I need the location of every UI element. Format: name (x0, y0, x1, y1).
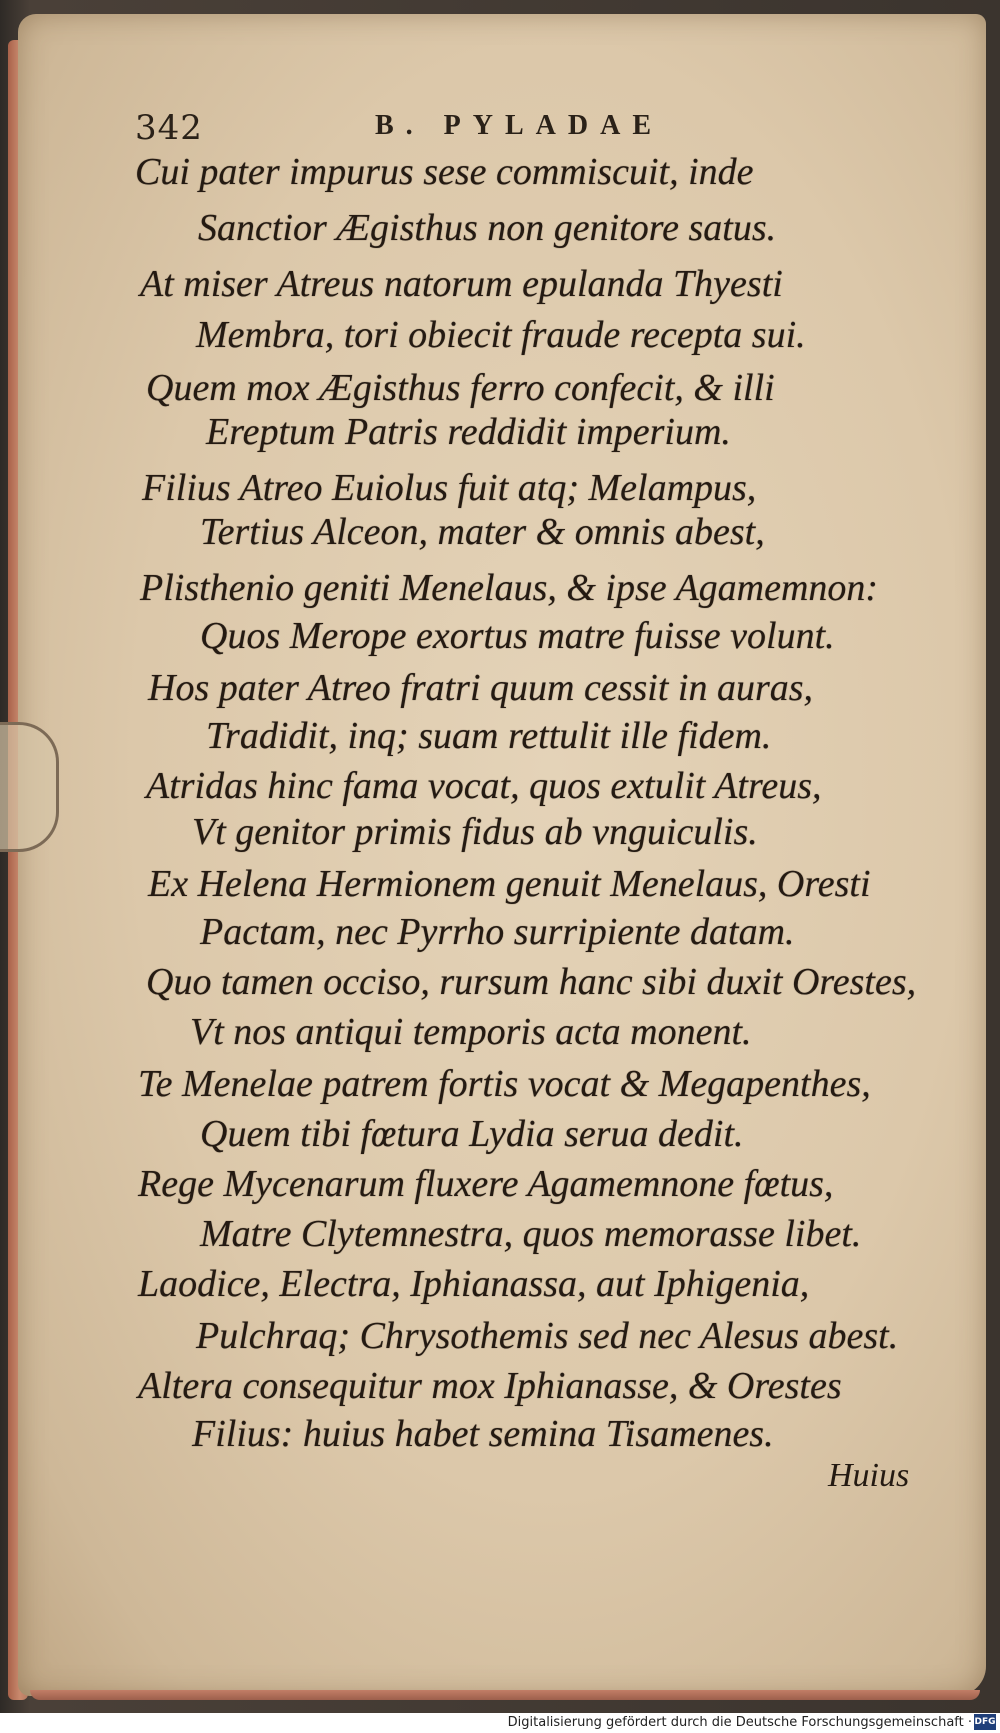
verse-line: Vt genitor primis fidus ab vnguiculis. (192, 811, 758, 853)
page-number: 342 (135, 108, 203, 148)
dfg-logo-icon: DFG (974, 1714, 996, 1730)
verse-line: Hos pater Atreo fratri quum cessit in auras, (148, 667, 814, 709)
verse-line: Sanctior Ægisthus non genitore satus. (198, 207, 777, 249)
verse-line: Pactam, nec Pyrrho surripiente datam. (200, 911, 795, 953)
catchword: Huius (828, 1457, 910, 1494)
verse-line: Tertius Alceon, mater & omnis abest, (200, 511, 765, 553)
verse-line: Membra, tori obiecit fraude recepta sui. (196, 314, 806, 356)
verse-line: Rege Mycenarum fluxere Agamemnone fœtus, (138, 1163, 834, 1205)
verse-line: Quos Merope exortus matre fuisse volunt. (200, 615, 835, 657)
verse-line: Laodice, Electra, Iphianassa, aut Iphigenia, (138, 1263, 810, 1305)
verse-line: Quo tamen occiso, rursum hanc sibi duxit Orestes, (146, 961, 917, 1003)
page-bottom-edge (30, 1690, 980, 1700)
clip-tab (0, 722, 59, 852)
verse-line: Atridas hinc fama vocat, quos extulit Atreus, (146, 765, 822, 807)
verse-line: Filius Atreo Euiolus fuit atq; Melampus, (142, 467, 757, 509)
verse-line: Quem tibi fœtura Lydia serua dedit. (200, 1113, 744, 1155)
verse-line: Quem mox Ægisthus ferro confecit, & illi (146, 367, 775, 409)
verse-line: Te Menelae patrem fortis vocat & Megapenthes, (138, 1063, 871, 1105)
verse-line: Filius: huius habet semina Tisamenes. (192, 1413, 774, 1455)
verse-line: Pulchraq; Chrysothemis sed nec Alesus abest. (196, 1315, 899, 1357)
verse-line: Vt nos antiqui temporis acta monent. (190, 1011, 752, 1053)
verse-line: Plisthenio geniti Menelaus, & ipse Agamemnon: (140, 567, 879, 609)
verse-line: At miser Atreus natorum epulanda Thyesti (140, 263, 783, 305)
funding-credit: Digitalisierung gefördert durch die Deutsche Forschungsgemeinschaft · (507, 1715, 972, 1730)
verse-line: Tradidit, inq; suam rettulit ille fidem. (206, 715, 772, 757)
header-title: B. PYLADAE (375, 110, 664, 141)
verse-line: Ex Helena Hermionem genuit Menelaus, Oresti (148, 863, 871, 905)
verse-line: Matre Clytemnestra, quos memorasse libet. (200, 1213, 862, 1255)
verse-line: Ereptum Patris reddidit imperium. (206, 411, 731, 453)
verse-line: Altera consequitur mox Iphianasse, & Orestes (138, 1365, 842, 1407)
verse-line: Cui pater impurus sese commiscuit, inde (135, 151, 754, 193)
